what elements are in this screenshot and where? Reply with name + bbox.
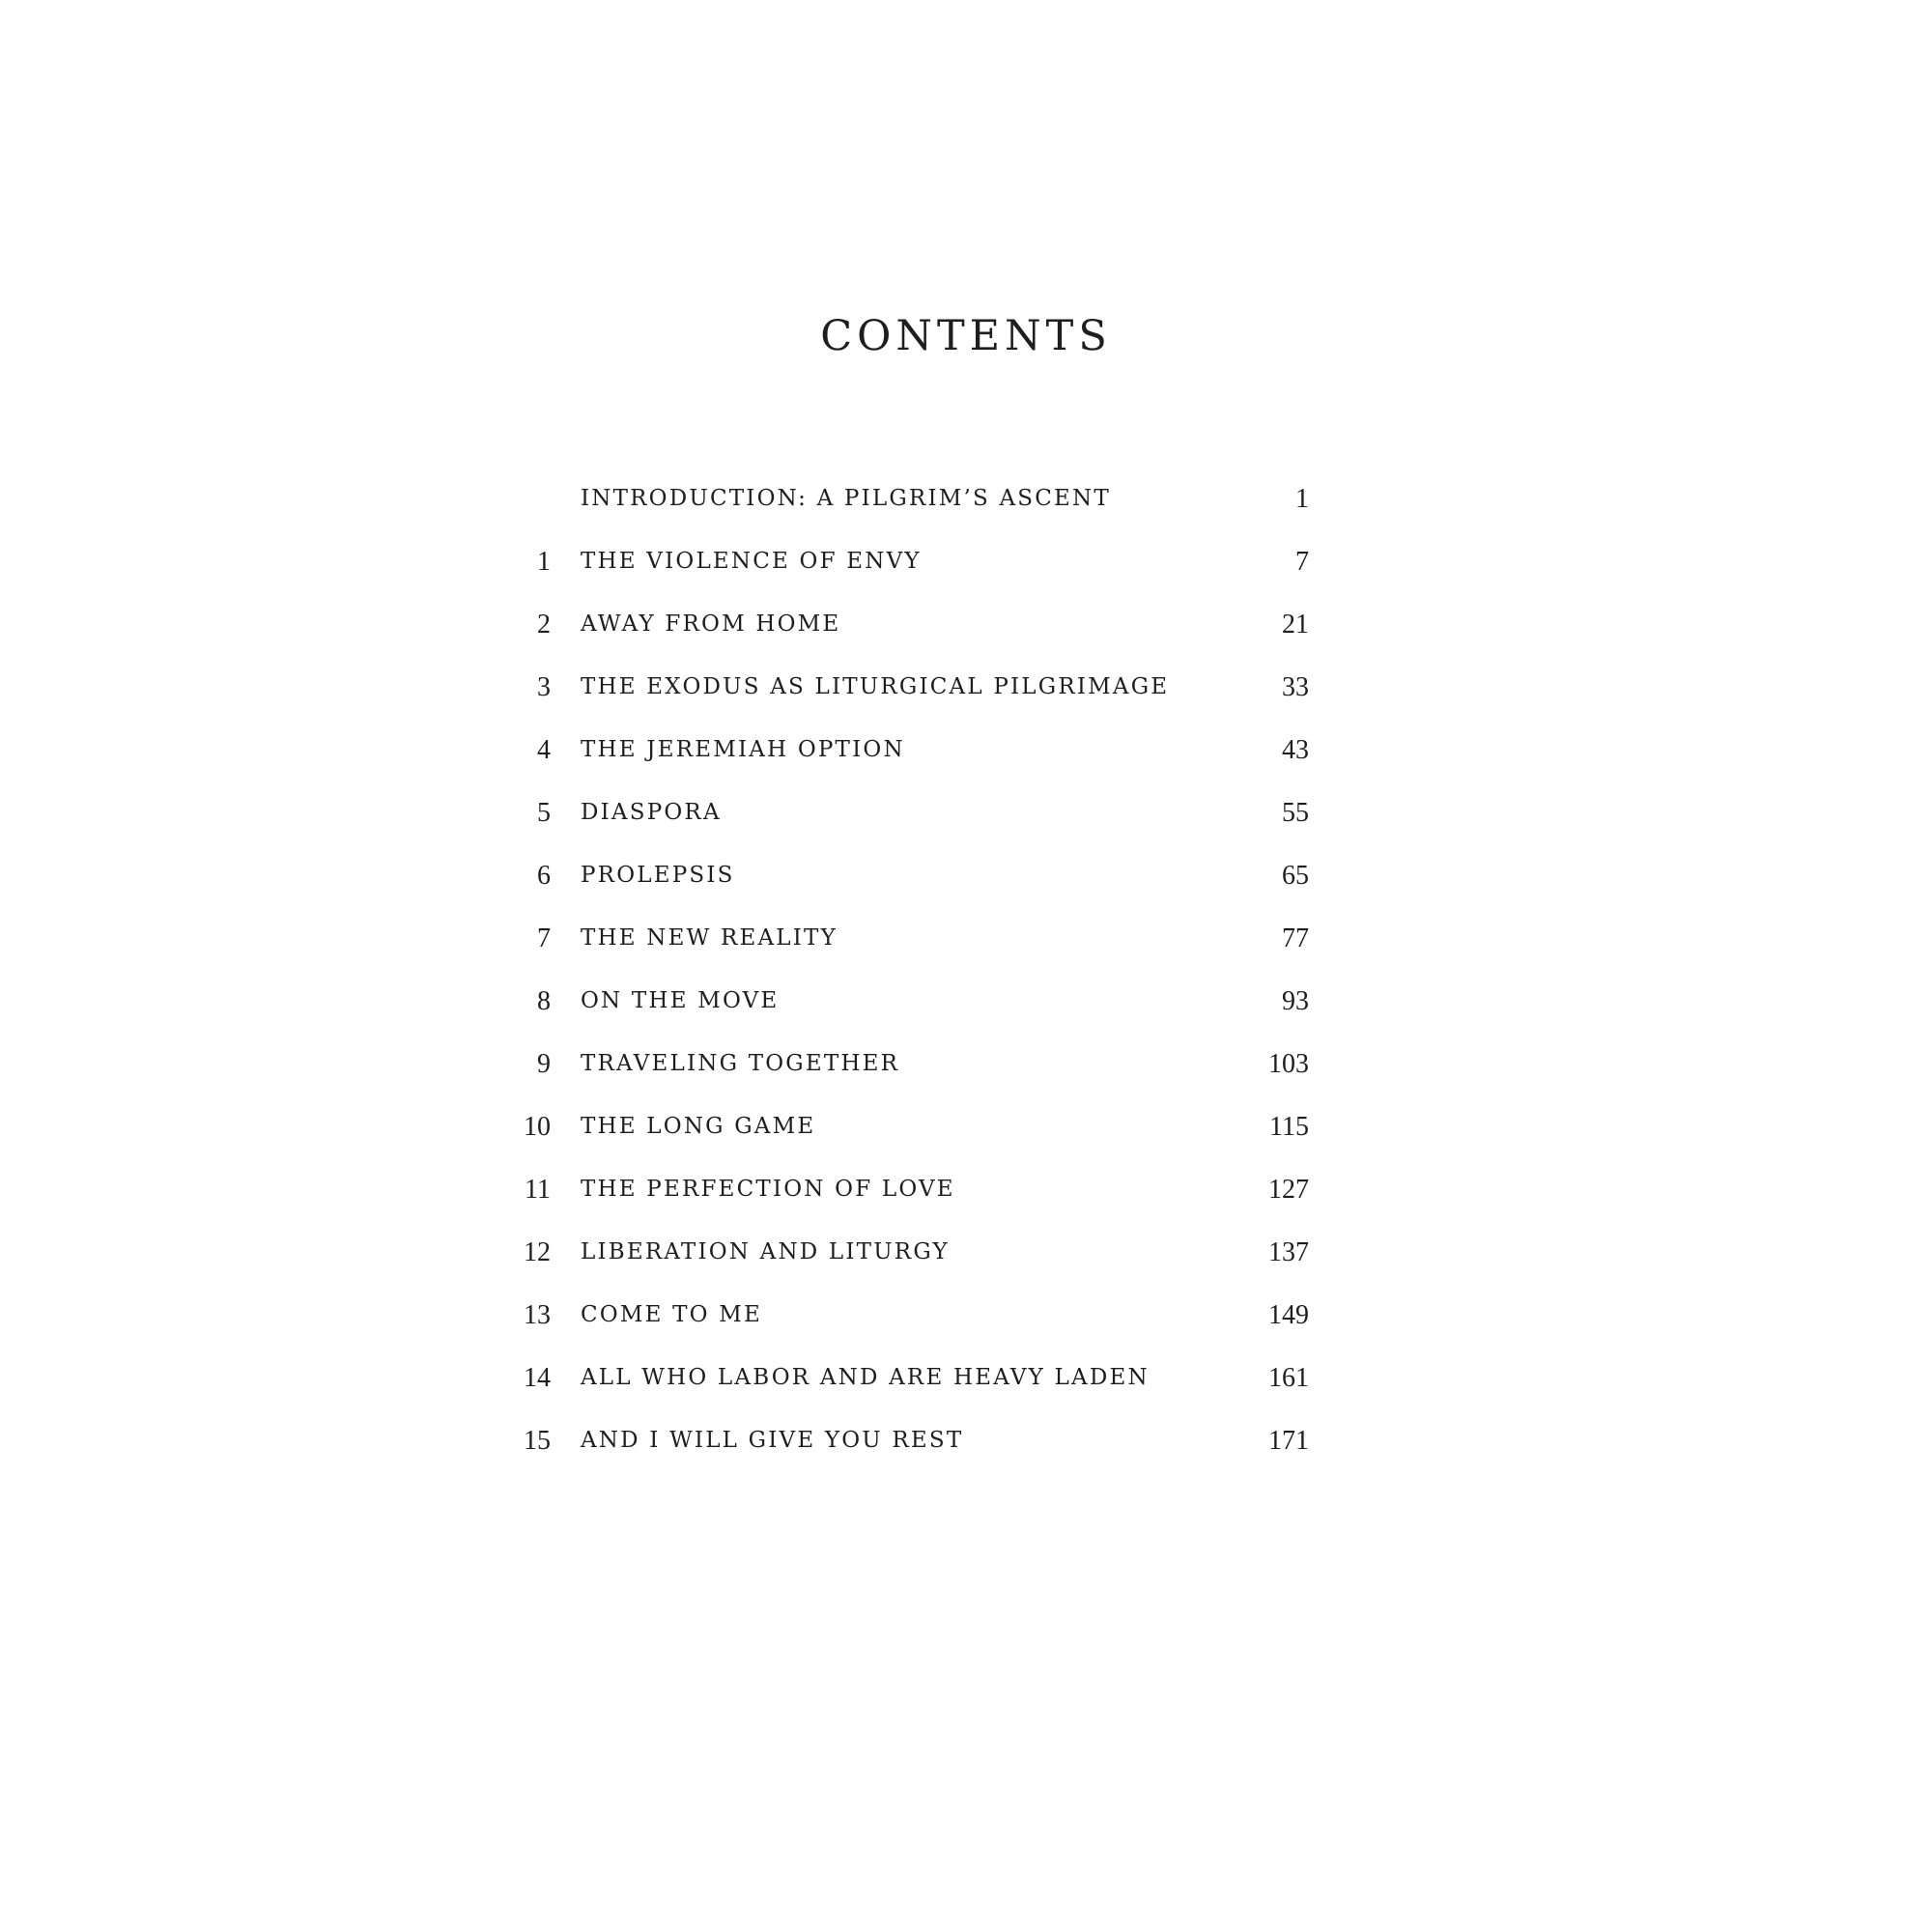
chapter-number: 1 — [537, 547, 551, 577]
toc-entry — [502, 1105, 1309, 1168]
chapter-title: AND I WILL GIVE YOU REST — [581, 1428, 964, 1453]
chapter-title: DIASPORA — [581, 800, 722, 825]
chapter-number: 14 — [524, 1363, 551, 1393]
toc-entry — [502, 1293, 1309, 1356]
chapter-title: THE LONG GAME — [581, 1114, 816, 1139]
page-number: 33 — [1282, 672, 1309, 702]
page-number: 103 — [1268, 1049, 1309, 1079]
chapter-title: COME TO ME — [581, 1302, 762, 1327]
chapter-title: LIBERATION AND LITURGY — [581, 1239, 950, 1264]
toc-entry — [502, 854, 1309, 917]
chapter-title: THE JEREMIAH OPTION — [581, 737, 905, 762]
toc-entry — [502, 666, 1309, 728]
page-number: 55 — [1282, 798, 1309, 828]
toc-entry — [502, 917, 1309, 980]
toc-entry — [502, 1042, 1309, 1105]
page-number: 77 — [1282, 923, 1309, 953]
chapter-number: 13 — [524, 1300, 551, 1330]
toc-entry — [502, 1419, 1309, 1482]
toc-entry — [502, 477, 1309, 540]
chapter-number: 7 — [537, 923, 551, 953]
chapter-number: 11 — [525, 1175, 551, 1205]
chapter-title: THE PERFECTION OF LOVE — [581, 1177, 955, 1202]
page-number: 93 — [1282, 986, 1309, 1016]
page-number: 65 — [1282, 861, 1309, 891]
toc-entry — [502, 791, 1309, 854]
chapter-number: 9 — [537, 1049, 551, 1079]
chapter-title: ON THE MOVE — [581, 988, 780, 1013]
toc-entry — [502, 980, 1309, 1042]
chapter-title: THE VIOLENCE OF ENVY — [581, 549, 922, 574]
toc-entry — [502, 1168, 1309, 1231]
page-number: 161 — [1268, 1363, 1309, 1393]
toc-entry — [502, 728, 1309, 791]
chapter-number: 4 — [537, 735, 551, 765]
page-number: 127 — [1268, 1175, 1309, 1205]
toc-entry — [502, 603, 1309, 666]
chapter-number: 5 — [537, 798, 551, 828]
chapter-number: 8 — [537, 986, 551, 1016]
page-number: 149 — [1268, 1300, 1309, 1330]
page-number: 137 — [1268, 1237, 1309, 1267]
page-number: 1 — [1295, 484, 1309, 514]
chapter-number: 15 — [524, 1426, 551, 1456]
page-number: 43 — [1282, 735, 1309, 765]
page-number: 7 — [1295, 547, 1309, 577]
page-number: 115 — [1269, 1112, 1309, 1142]
chapter-title: TRAVELING TOGETHER — [581, 1051, 900, 1076]
chapter-number: 10 — [524, 1112, 551, 1142]
chapter-title: THE EXODUS AS LITURGICAL PILGRIMAGE — [581, 674, 1170, 699]
chapter-title: ALL WHO LABOR AND ARE HEAVY LADEN — [581, 1365, 1150, 1390]
chapter-number: 3 — [537, 672, 551, 702]
toc-entry — [502, 1356, 1309, 1419]
chapter-title: INTRODUCTION: A PILGRIM’S ASCENT — [581, 486, 1111, 511]
page-number: 21 — [1282, 610, 1309, 639]
table-of-contents — [502, 477, 1309, 1482]
chapter-number: 6 — [537, 861, 551, 891]
chapter-number: 12 — [524, 1237, 551, 1267]
page-number: 171 — [1268, 1426, 1309, 1456]
contents-title: CONTENTS — [820, 312, 1112, 360]
chapter-title: THE NEW REALITY — [581, 925, 838, 951]
toc-entry — [502, 1231, 1309, 1293]
chapter-title: PROLEPSIS — [581, 863, 735, 888]
toc-entry — [502, 540, 1309, 603]
chapter-title: AWAY FROM HOME — [581, 611, 841, 637]
chapter-number: 2 — [537, 610, 551, 639]
